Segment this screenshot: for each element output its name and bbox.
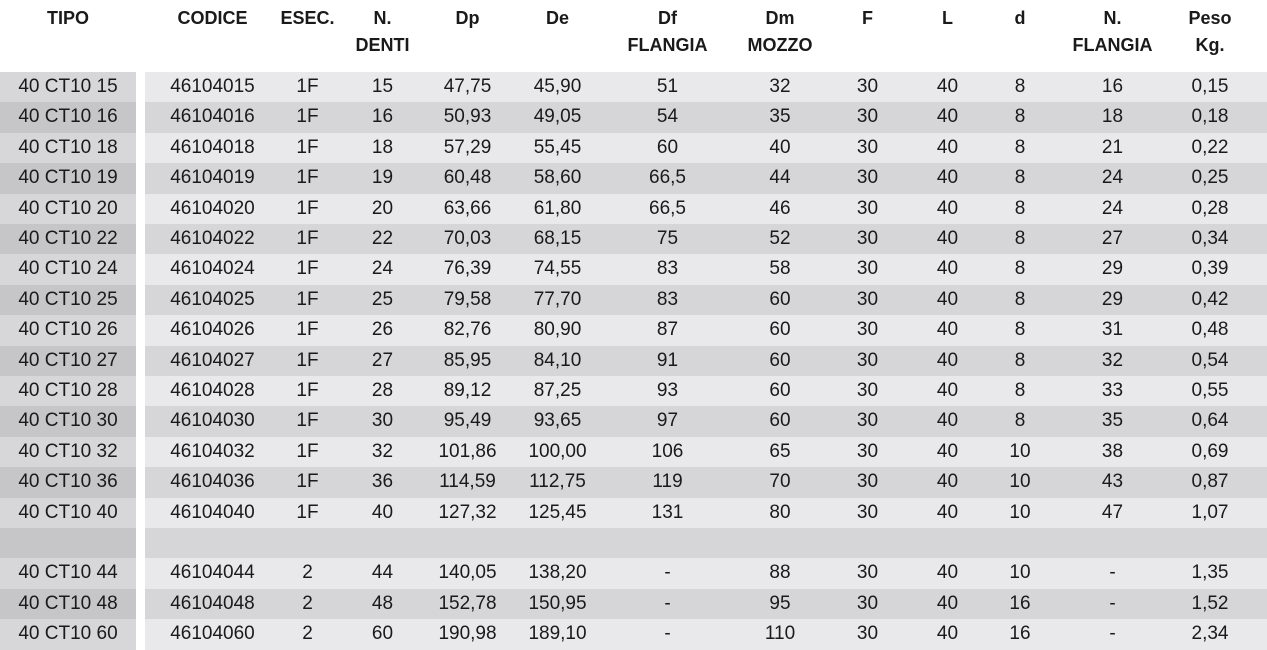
cell-l: 40 (936, 228, 959, 249)
cell-de: 125,45 (528, 501, 587, 523)
header-codice: CODICE (177, 8, 248, 28)
table-row (0, 376, 1267, 406)
cell-nflangia (1065, 528, 1160, 558)
cell-f: 30 (856, 136, 879, 158)
header-nflangia: N. FLANGIA (1072, 8, 1153, 55)
header-denti: N. DENTI (355, 8, 410, 55)
cell-nflangia: 24 (1101, 167, 1124, 189)
cell-df: 83 (656, 258, 679, 280)
cell-esec: 1F (296, 288, 319, 310)
cell-nflangia: 21 (1101, 136, 1124, 158)
cell-denti (345, 528, 420, 558)
cell-nflangia: 29 (1101, 258, 1124, 280)
cell-nflangia: 33 (1101, 380, 1124, 401)
table-row (0, 589, 1267, 619)
cell-d: 10 (1009, 471, 1031, 493)
cell-tipo: 40 CT10 26 (18, 319, 118, 341)
cell-d: 8 (1014, 410, 1026, 432)
cell-codice: 46104015 (170, 76, 255, 97)
cell-esec: 1F (296, 167, 319, 189)
cell-f (835, 528, 900, 558)
cell-f: 30 (856, 440, 879, 462)
cell-tipo: 40 CT10 27 (18, 349, 118, 371)
cell-nflangia: 31 (1101, 319, 1124, 341)
cell-d: 8 (1014, 197, 1026, 219)
cell-dm: 60 (769, 349, 791, 371)
cell-d: 8 (1014, 349, 1026, 371)
cell-d: 10 (1009, 501, 1031, 523)
cell-esec: 1F (296, 440, 319, 462)
cell-tipo: 40 CT10 22 (18, 228, 118, 249)
cell-esec: 2 (302, 623, 313, 645)
cell-denti: 19 (371, 167, 394, 189)
cell-l: 40 (936, 106, 959, 128)
cell-d: 8 (1014, 319, 1026, 341)
cell-esec: 1F (296, 136, 319, 158)
cell-nflangia: 18 (1101, 106, 1124, 128)
cell-denti: 18 (371, 136, 394, 158)
cell-df (620, 528, 715, 558)
cell-dp: 47,75 (443, 76, 492, 97)
cell-dp: 190,98 (438, 623, 497, 645)
cell-de: 80,90 (533, 319, 582, 341)
cell-dp: 63,66 (443, 197, 492, 219)
table-row (0, 406, 1267, 436)
cell-df: 51 (656, 76, 679, 97)
cell-df: 83 (656, 288, 679, 310)
cell-l: 40 (936, 349, 959, 371)
cell-tipo: 40 CT10 15 (18, 76, 118, 97)
cell-nflangia: 32 (1101, 349, 1124, 371)
table-row (0, 72, 1267, 102)
cell-codice: 46104040 (170, 501, 255, 523)
cell-esec: 1F (296, 410, 319, 432)
cell-l: 40 (936, 410, 959, 432)
cell-denti: 20 (371, 197, 394, 219)
cell-esec: 2 (302, 592, 313, 614)
cell-denti: 36 (371, 471, 394, 493)
cell-esec: 2 (302, 562, 313, 584)
table-row (0, 619, 1267, 649)
cell-peso: 0,25 (1191, 167, 1229, 189)
cell-dp: 50,93 (443, 106, 492, 128)
cell-df: 91 (656, 349, 679, 371)
cell-codice: 46104027 (170, 349, 255, 371)
header-de: De (545, 8, 569, 28)
cell-denti: 32 (371, 440, 394, 462)
cell-dm: 60 (769, 380, 791, 401)
cell-tipo: 40 CT10 32 (18, 440, 118, 462)
cell-de: 45,90 (533, 76, 582, 97)
cell-l: 40 (936, 167, 959, 189)
cell-dp: 79,58 (443, 288, 492, 310)
cell-d: 8 (1014, 76, 1026, 97)
cell-codice: 46104048 (170, 592, 255, 614)
cell-peso: 1,52 (1191, 592, 1229, 614)
cell-l: 40 (936, 319, 959, 341)
cell-f: 30 (856, 410, 879, 432)
cell-df: 54 (656, 106, 679, 128)
cell-dm: 88 (769, 562, 791, 584)
cell-denti: 44 (371, 562, 394, 584)
cell-tipo: 40 CT10 30 (18, 410, 118, 432)
cell-peso: 0,28 (1191, 197, 1229, 219)
cell-peso: 0,22 (1191, 136, 1229, 158)
cell-f: 30 (856, 76, 879, 97)
cell-nflangia: - (1109, 623, 1116, 645)
cell-df: - (664, 592, 671, 614)
cell-dm: 44 (769, 167, 791, 189)
cell-codice: 46104036 (170, 471, 255, 493)
cell-de: 55,45 (533, 136, 582, 158)
cell-d: 10 (1009, 562, 1031, 584)
cell-peso: 1,35 (1191, 562, 1229, 584)
cell-d: 8 (1014, 136, 1026, 158)
cell-f: 30 (856, 106, 879, 128)
cell-l: 40 (936, 288, 959, 310)
cell-de: 77,70 (533, 288, 582, 310)
cell-de: 93,65 (533, 410, 582, 432)
cell-codice: 46104032 (170, 440, 255, 462)
cell-denti: 30 (371, 410, 394, 432)
cell-l: 40 (936, 562, 959, 584)
cell-de: 49,05 (533, 106, 582, 128)
table-row (0, 558, 1267, 588)
cell-dm: 80 (769, 501, 791, 523)
cell-denti: 25 (371, 288, 394, 310)
cell-nflangia: 43 (1101, 471, 1124, 493)
cell-df: 66,5 (649, 197, 686, 219)
cell-esec: 1F (296, 349, 319, 371)
cell-dm: 58 (769, 258, 791, 280)
cell-de: 150,95 (528, 592, 587, 614)
cell-tipo: 40 CT10 20 (18, 197, 118, 219)
cell-dm: 35 (769, 106, 791, 128)
cell-tipo: 40 CT10 28 (18, 380, 118, 401)
cell-f: 30 (856, 562, 879, 584)
cell-df: 97 (656, 410, 679, 432)
cell-peso: 2,34 (1191, 623, 1229, 645)
header-l: L (942, 8, 953, 28)
cell-nflangia: - (1109, 562, 1116, 584)
cell-f: 30 (856, 197, 879, 219)
cell-tipo: 40 CT10 18 (18, 136, 118, 158)
cell-codice: 46104019 (170, 167, 255, 189)
cell-dm (730, 528, 830, 558)
cell-esec: 1F (296, 319, 319, 341)
cell-nflangia: 38 (1101, 440, 1124, 462)
table-row (0, 133, 1267, 163)
table-row (0, 102, 1267, 132)
cell-df: 106 (651, 440, 684, 462)
cell-df: - (664, 623, 671, 645)
cell-peso: 0,18 (1191, 106, 1229, 128)
cell-f: 30 (856, 380, 879, 401)
cell-f: 30 (856, 319, 879, 341)
cell-esec (275, 528, 340, 558)
header-tipo: TIPO (46, 8, 89, 28)
cell-esec: 1F (296, 471, 319, 493)
cell-df: 93 (656, 380, 679, 401)
header-df: Df FLANGIA (627, 8, 708, 55)
cell-f: 30 (856, 501, 879, 523)
cell-dp: 152,78 (438, 592, 497, 614)
cell-codice: 46104018 (170, 136, 255, 158)
cell-tipo: 40 CT10 25 (18, 288, 118, 310)
cell-de: 189,10 (528, 623, 587, 645)
cell-peso: 0,69 (1191, 440, 1229, 462)
cell-esec: 1F (296, 197, 319, 219)
cell-d: 8 (1014, 228, 1026, 249)
header-dm: Dm MOZZO (747, 8, 813, 55)
table-row (0, 437, 1267, 467)
cell-denti: 22 (371, 228, 394, 249)
cell-denti: 24 (371, 258, 394, 280)
cell-denti: 15 (371, 76, 394, 97)
table-row (0, 194, 1267, 224)
cell-df: 87 (656, 319, 679, 341)
cell-f: 30 (856, 592, 879, 614)
cell-dp: 57,29 (443, 136, 492, 158)
cell-d: 8 (1014, 167, 1026, 189)
cell-nflangia: 47 (1101, 501, 1124, 523)
cell-esec: 1F (296, 258, 319, 280)
cell-d: 8 (1014, 258, 1026, 280)
cell-dm: 95 (769, 592, 791, 614)
cell-l: 40 (936, 76, 959, 97)
header-d: d (1014, 8, 1026, 28)
cell-l: 40 (936, 197, 959, 219)
table-row (0, 528, 1267, 558)
cell-codice: 46104022 (170, 228, 255, 249)
cell-dp: 82,76 (443, 319, 492, 341)
cell-denti: 60 (371, 623, 394, 645)
cell-de: 87,25 (533, 380, 582, 401)
cell-tipo: 40 CT10 60 (18, 623, 118, 645)
cell-esec: 1F (296, 380, 319, 401)
table-row (0, 467, 1267, 497)
cell-f: 30 (856, 167, 879, 189)
cell-codice: 46104028 (170, 380, 255, 401)
cell-codice: 46104025 (170, 288, 255, 310)
cell-f: 30 (856, 258, 879, 280)
table-row (0, 315, 1267, 345)
cell-denti: 27 (371, 349, 394, 371)
cell-esec: 1F (296, 501, 319, 523)
header-esec: ESEC. (280, 8, 335, 28)
cell-peso (1170, 528, 1250, 558)
table-row (0, 163, 1267, 193)
header-f: F (862, 8, 873, 28)
cell-d: 8 (1014, 288, 1026, 310)
cell-codice: 46104030 (170, 410, 255, 432)
cell-df: 131 (651, 501, 684, 523)
cell-de: 100,00 (528, 440, 587, 462)
cell-f: 30 (856, 288, 879, 310)
table-header (0, 0, 1267, 72)
cell-df: 60 (656, 136, 679, 158)
cell-peso: 0,87 (1191, 471, 1229, 493)
cell-peso: 0,55 (1191, 380, 1229, 401)
cell-dm: 52 (769, 228, 791, 249)
cell-tipo: 40 CT10 36 (18, 471, 118, 493)
cell-l: 40 (936, 380, 959, 401)
cell-f: 30 (856, 471, 879, 493)
cell-d: 8 (1014, 380, 1026, 401)
cell-dp: 95,49 (443, 410, 492, 432)
cell-nflangia: 35 (1101, 410, 1124, 432)
cell-tipo: 40 CT10 40 (18, 501, 118, 523)
cell-l: 40 (936, 623, 959, 645)
cell-l: 40 (936, 501, 959, 523)
cell-denti: 16 (371, 106, 394, 128)
cell-dm: 32 (769, 76, 791, 97)
cell-f: 30 (856, 349, 879, 371)
cell-dm: 60 (769, 410, 791, 432)
cell-dp (420, 528, 515, 558)
header-dp: Dp (455, 8, 480, 28)
cell-d: 16 (1009, 592, 1031, 614)
cell-dp: 60,48 (443, 167, 492, 189)
cell-codice: 46104060 (170, 623, 255, 645)
cell-denti: 40 (371, 501, 394, 523)
cell-dp: 140,05 (438, 562, 497, 584)
cell-dm: 60 (769, 288, 791, 310)
cell-dp: 85,95 (443, 349, 492, 371)
cell-peso: 0,34 (1191, 228, 1229, 249)
cell-d: 10 (1009, 440, 1031, 462)
cell-l (915, 528, 980, 558)
cell-de: 138,20 (528, 562, 587, 584)
cell-tipo (0, 528, 136, 558)
cell-codice: 46104026 (170, 319, 255, 341)
cell-dm: 40 (769, 136, 791, 158)
cell-denti: 48 (371, 592, 394, 614)
cell-dm: 70 (769, 471, 791, 493)
cell-peso: 1,07 (1191, 501, 1229, 523)
cell-d: 16 (1009, 623, 1031, 645)
cell-df: - (664, 562, 671, 584)
cell-tipo: 40 CT10 16 (18, 106, 118, 128)
cell-dp: 70,03 (443, 228, 492, 249)
cell-dm: 110 (764, 623, 796, 645)
cell-de: 74,55 (533, 258, 582, 280)
cell-df: 75 (656, 228, 679, 249)
table-row (0, 285, 1267, 315)
cell-tipo: 40 CT10 44 (18, 562, 118, 584)
cell-codice: 46104044 (170, 562, 255, 584)
cell-dm: 60 (769, 319, 791, 341)
cell-denti: 26 (371, 319, 394, 341)
cell-nflangia: 29 (1101, 288, 1124, 310)
cell-peso: 0,39 (1191, 258, 1229, 280)
cell-dm: 46 (769, 197, 791, 219)
cell-de: 58,60 (533, 167, 582, 189)
table-row (0, 254, 1267, 284)
cell-dp: 127,32 (438, 501, 497, 523)
cell-tipo: 40 CT10 24 (18, 258, 118, 280)
cell-d (990, 528, 1050, 558)
cell-nflangia: 24 (1101, 197, 1124, 219)
cell-de (515, 528, 600, 558)
cell-peso: 0,42 (1191, 288, 1229, 310)
cell-denti: 28 (371, 380, 394, 401)
cell-esec: 1F (296, 228, 319, 249)
table-row (0, 346, 1267, 376)
cell-df: 119 (652, 471, 683, 493)
cell-l: 40 (936, 258, 959, 280)
cell-peso: 0,48 (1191, 319, 1229, 341)
cell-peso: 0,54 (1191, 349, 1229, 371)
cell-esec: 1F (296, 76, 319, 97)
cell-dp: 101,86 (438, 440, 497, 462)
cell-dp: 76,39 (443, 258, 492, 280)
cell-codice: 46104024 (170, 258, 255, 280)
table-row (0, 498, 1267, 528)
cell-codice (155, 528, 270, 558)
cell-dp: 114,59 (439, 471, 496, 493)
cell-de: 61,80 (533, 197, 582, 219)
cell-d: 8 (1014, 106, 1026, 128)
cell-nflangia: 16 (1101, 76, 1124, 97)
cell-tipo: 40 CT10 48 (18, 592, 118, 614)
cell-l: 40 (936, 592, 959, 614)
cell-nflangia: 27 (1101, 228, 1124, 249)
cell-codice: 46104016 (170, 106, 255, 128)
cell-de: 68,15 (533, 228, 582, 249)
cell-df: 66,5 (649, 167, 686, 189)
cell-dm: 65 (769, 440, 791, 462)
cell-peso: 0,15 (1191, 76, 1229, 97)
cell-f: 30 (856, 228, 879, 249)
cell-l: 40 (936, 471, 959, 493)
cell-l: 40 (936, 136, 959, 158)
cell-de: 112,75 (529, 471, 586, 493)
cell-l: 40 (936, 440, 959, 462)
header-peso: Peso Kg. (1188, 8, 1232, 55)
cell-f: 30 (856, 623, 879, 645)
cell-esec: 1F (296, 106, 319, 128)
cell-nflangia: - (1109, 592, 1116, 614)
cell-de: 84,10 (533, 349, 582, 371)
cell-tipo: 40 CT10 19 (18, 167, 118, 189)
cell-codice: 46104020 (170, 197, 255, 219)
table-row (0, 224, 1267, 254)
cell-peso: 0,64 (1191, 410, 1229, 432)
cell-dp: 89,12 (443, 380, 492, 401)
